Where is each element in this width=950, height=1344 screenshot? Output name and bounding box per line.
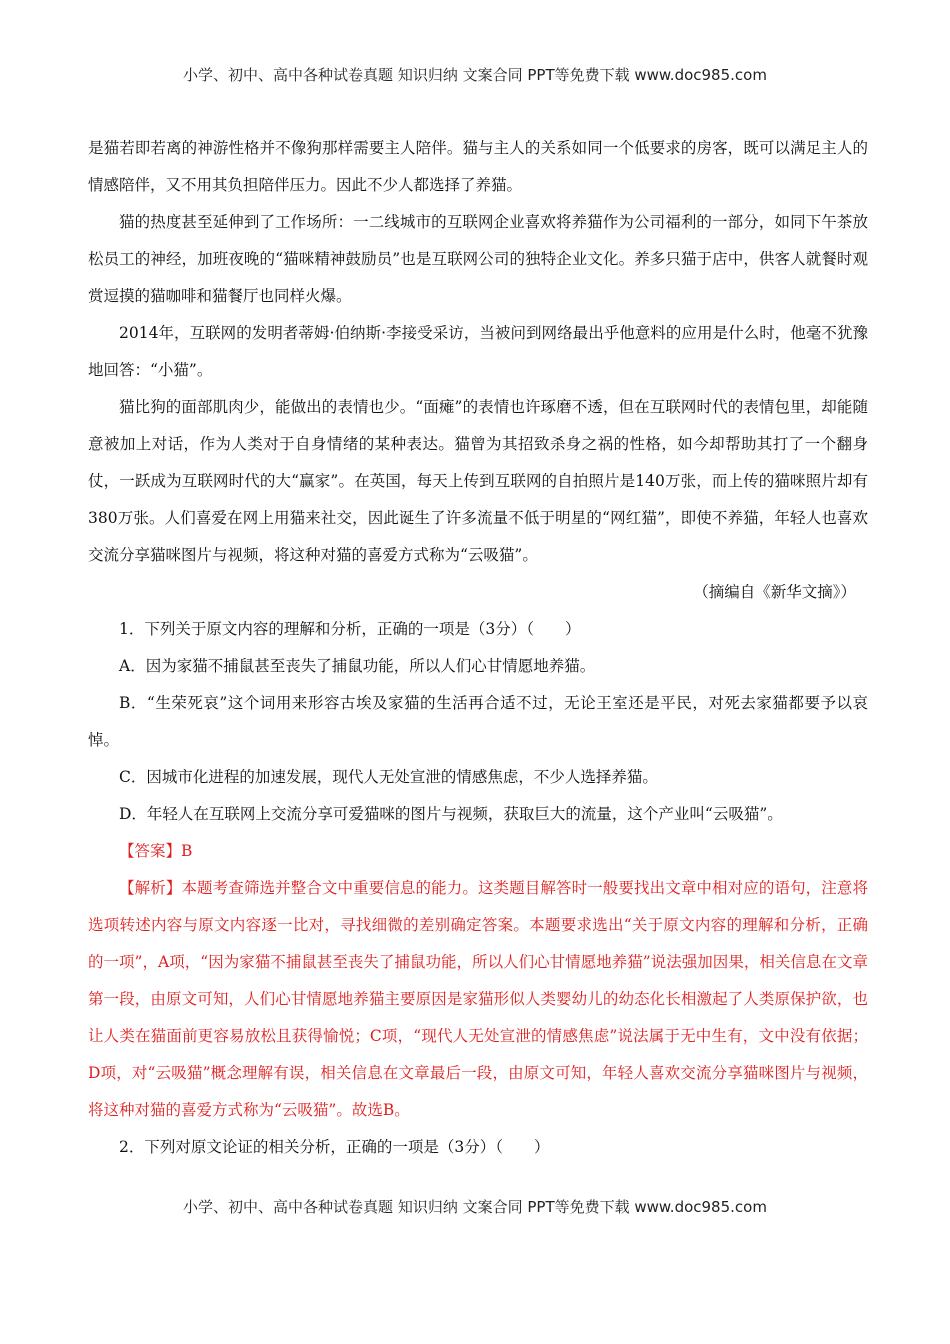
answer-tag: 【答案】: [119, 842, 182, 860]
question-1-stem: 1．下列关于原文内容的理解和分析，正确的一项是（3分）（ ）: [119, 620, 581, 638]
question-1-answer: [88, 833, 868, 870]
paragraph: 2014年，互联网的发明者蒂姆·伯纳斯·李接受采访，当被问到网络最出乎他意料的应用是什么时，他毫不犹豫地回答：“小猫”。: [88, 324, 868, 379]
analysis-tag: 【解析】: [119, 879, 182, 897]
question-1-analysis: [88, 870, 868, 1129]
source-citation: （摘编自《新华文摘》）: [693, 583, 856, 601]
question-1-option-c: C．因城市化进程的加速发展，现代人无处宣泄的情感焦虑，不少人选择养猫。: [119, 768, 658, 786]
page-footer: 小学、初中、高中各种试卷真题 知识归纳 文案合同 PPT等免费下载 www.doc985.com: [183, 1198, 767, 1216]
paragraph: 是猫若即若离的神游性格并不像狗那样需要主人陪伴。猫与主人的关系如同一个低要求的房客，既可以满足主人的情感陪伴，又不用其负担陪伴压力。因此不少人都选择了养猫。: [88, 139, 868, 194]
question-2-stem: 2．下列对原文论证的相关分析，正确的一项是（3分）（ ）: [119, 1138, 550, 1156]
paragraph: 猫的热度甚至延伸到了工作场所：一二线城市的互联网企业喜欢将养猫作为公司福利的一部分，如同下午茶放松员工的神经，加班夜晚的“猫咪精神鼓励员”也是互联网公司的独特企业文化。养多只猫于店中，供客人就餐时观赏逗摸的猫咖啡和猫餐厅也同样火爆。: [88, 213, 868, 305]
paragraph: 猫比狗的面部肌肉少，能做出的表情也少。“面瘫”的表情也许琢磨不透，但在互联网时代的表情包里，却能随意被加上对话，作为人类对于自身情绪的某种表达。猫曾为其招致杀身之祸的性格，如今却帮助其打了一个翻身仗，一跃成为互联网时代的大“赢家”。在英国，每天上传到互联网的自拍照片是140万张，而上传的猫咪照片却有380万张。人们喜爱在网上用猫来社交，因此诞生了许多流量不低于明星的“网红猫”，即使不养猫，年轻人也喜欢交流分享猫咪图片与视频，将这种对猫的喜爱方式称为“云吸猫”。: [88, 398, 868, 564]
document-body: [88, 130, 868, 1166]
analysis-text: 本题考查筛选并整合文中重要信息的能力。这类题目解答时一般要找出文章中相对应的语句，注意将选项转述内容与原文内容逐一比对，寻找细微的差别确定答案。本题要求选出“关于原文内容的理解和分析，正确的一项”，A项，“因为家猫不捕鼠甚至丧失了捕鼠功能，所以人们心甘情愿地养猫”说法强加因果，相关信息在文章第一段，由原文可知，人们心甘情愿地养猫主要原因是家猫形似人类婴幼儿的幼态化长相激起了人类原保护欲，也让人类在猫面前更容易放松且获得愉悦；C项，“现代人无处宣泄的情感焦虑”说法属于无中生有，文中没有依据；D项，对“云吸猫”概念理解有误，相关信息在文章最后一段，由原文可知，年轻人喜欢交流分享猫咪图片与视频，将这种对猫的喜爱方式称为“云吸猫”。故选B。: [88, 879, 868, 1119]
answer-value: B: [181, 842, 193, 860]
question-1-option-a: A．因为家猫不捕鼠甚至丧失了捕鼠功能，所以人们心甘情愿地养猫。: [119, 657, 596, 675]
question-1-option-d: D．年轻人在互联网上交流分享可爱猫咪的图片与视频，获取巨大的流量，这个产业叫“云吸猫”。: [119, 805, 783, 823]
question-1-option-b: B．“生荣死哀”这个词用来形容古埃及家猫的生活再合适不过，无论王室还是平民，对死去家猫都要予以哀悼。: [88, 694, 868, 749]
page-header: 小学、初中、高中各种试卷真题 知识归纳 文案合同 PPT等免费下载 www.doc985.com: [183, 66, 767, 84]
